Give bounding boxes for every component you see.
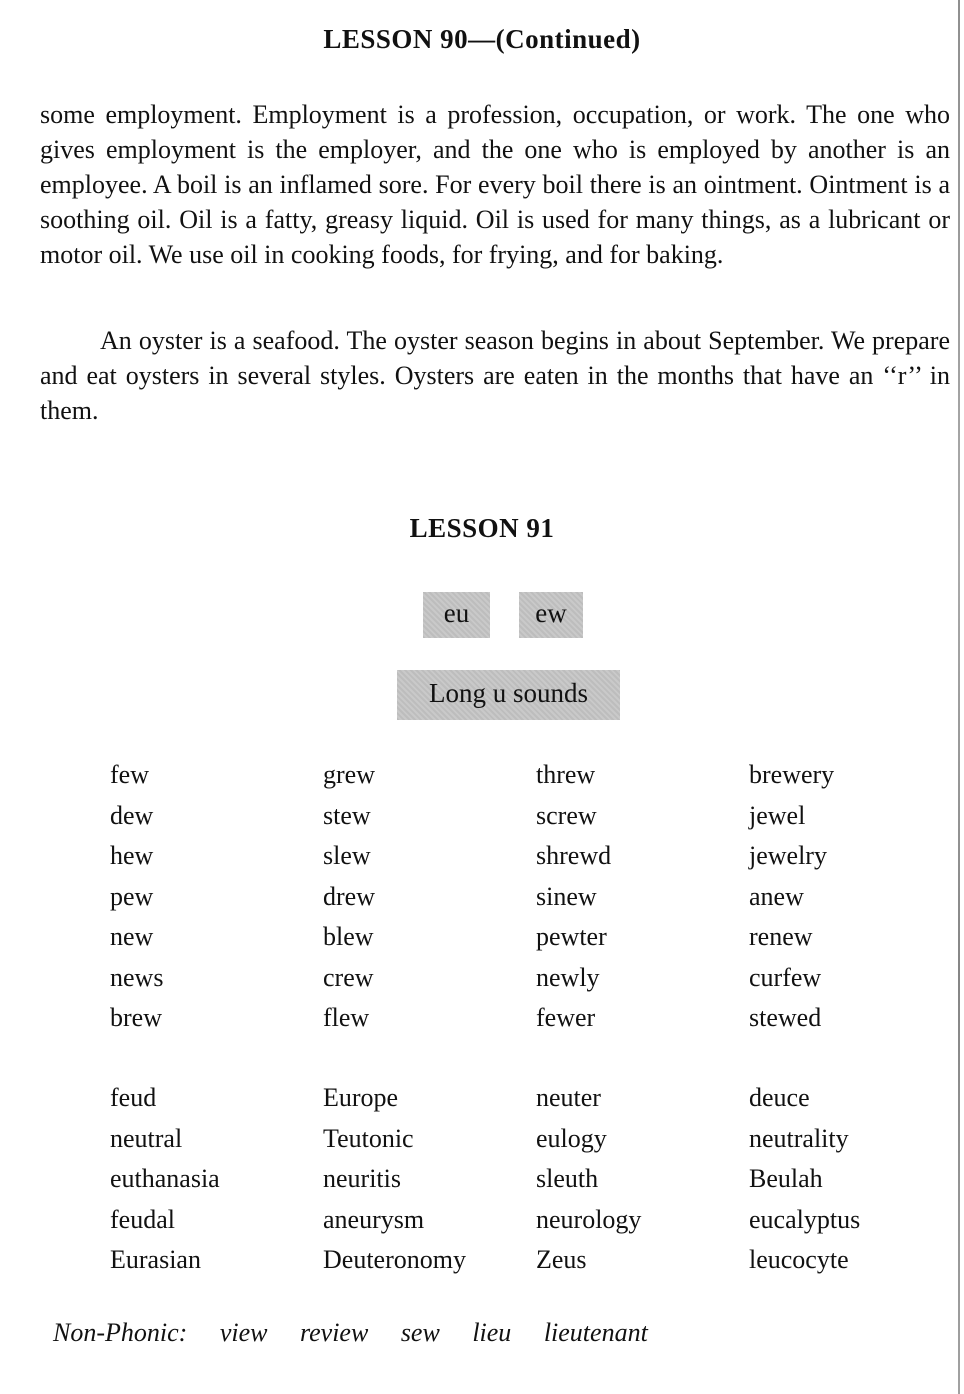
word-cell: feud (110, 1083, 157, 1112)
word-cell: curfew (749, 962, 822, 992)
word-cell: stewed (749, 1003, 822, 1032)
non-phonic-word: review (299, 1318, 369, 1347)
lesson-title: LESSON 91 (409, 513, 555, 543)
word-cell: pewter (536, 922, 607, 951)
word-cell: drew (323, 881, 375, 911)
page-header: LESSON 90—(Continued) (323, 24, 641, 54)
word-cell: leucocyte (749, 1245, 849, 1274)
word-cell: few (110, 760, 149, 789)
word-cell: sleuth (536, 1164, 599, 1193)
word-cell: fewer (536, 1003, 596, 1032)
word-cell: deuce (749, 1083, 810, 1112)
word-cell: sinew (536, 881, 597, 911)
non-phonic-word: view (219, 1318, 268, 1347)
word-cell: crew (323, 962, 374, 992)
non-phonic-label: Non-Phonic: (53, 1318, 188, 1347)
word-cell: screw (536, 800, 597, 830)
sound-label: Long u sounds (397, 670, 620, 720)
word-cell: blew (323, 922, 374, 951)
non-phonic-word: lieu (472, 1318, 512, 1347)
word-cell: Eurasian (110, 1245, 201, 1274)
word-cell: Europe (323, 1083, 399, 1112)
non-phonic-word: sew (400, 1318, 440, 1347)
word-cell: Zeus (536, 1245, 587, 1274)
word-cell: Deuteronomy (323, 1245, 466, 1274)
word-cell: new (110, 922, 154, 951)
phonogram-eu: eu (423, 592, 490, 638)
word-cell: jewelry (749, 841, 827, 870)
word-cell: slew (323, 841, 371, 870)
non-phonic-word: lieutenant (543, 1318, 648, 1347)
word-cell: aneurysm (323, 1204, 425, 1234)
word-cell: neutral (110, 1123, 183, 1153)
word-cell: anew (749, 881, 804, 911)
paragraph-oyster: An oyster is a seafood. The oyster season begins in about September. We prepare and eat oysters in several styles. Oysters are eaten in the months that have an ‘‘r’’ in them. (40, 326, 950, 425)
word-cell: feudal (110, 1204, 175, 1234)
word-cell: brewery (749, 760, 835, 789)
word-cell: neuritis (323, 1164, 401, 1193)
word-cell: pew (110, 881, 154, 911)
word-cell: grew (323, 760, 375, 789)
word-cell: shrewd (536, 841, 612, 870)
word-cell: jewel (749, 800, 806, 830)
word-cell: neuter (536, 1083, 601, 1112)
word-cell: threw (536, 760, 596, 789)
word-cell: brew (110, 1003, 162, 1032)
word-group-ew (110, 755, 930, 1039)
word-cell: flew (323, 1003, 370, 1032)
phonogram-ew: ew (519, 592, 583, 638)
word-cell: Teutonic (323, 1123, 414, 1153)
word-cell: neutrality (749, 1123, 849, 1153)
word-cell: hew (110, 841, 154, 870)
word-cell: news (110, 962, 164, 992)
word-cell: neurology (536, 1204, 642, 1234)
word-cell: dew (110, 800, 154, 830)
page-edge (958, 0, 960, 1394)
word-cell: stew (323, 800, 371, 830)
word-cell: eulogy (536, 1123, 607, 1153)
non-phonic-line (53, 1318, 674, 1348)
word-cell: eucalyptus (749, 1204, 861, 1234)
word-cell: renew (749, 922, 813, 951)
word-cell: newly (536, 962, 600, 992)
paragraph-employment: some employment. Employment is a profession, occupation, or work. The one who gives employment is the employer, and the one who is employed by another is an employee. A boil is an inflamed sore. For every boil there is an ointment. Ointment is a soothing oil. Oil is a fatty, greasy liquid. Oil is used for many things, as a lubricant or motor oil. We use oil in cooking foods, for frying, and for baking. (40, 100, 950, 269)
word-group-eu (110, 1078, 930, 1281)
word-cell: euthanasia (110, 1164, 220, 1193)
word-cell: Beulah (749, 1164, 823, 1193)
